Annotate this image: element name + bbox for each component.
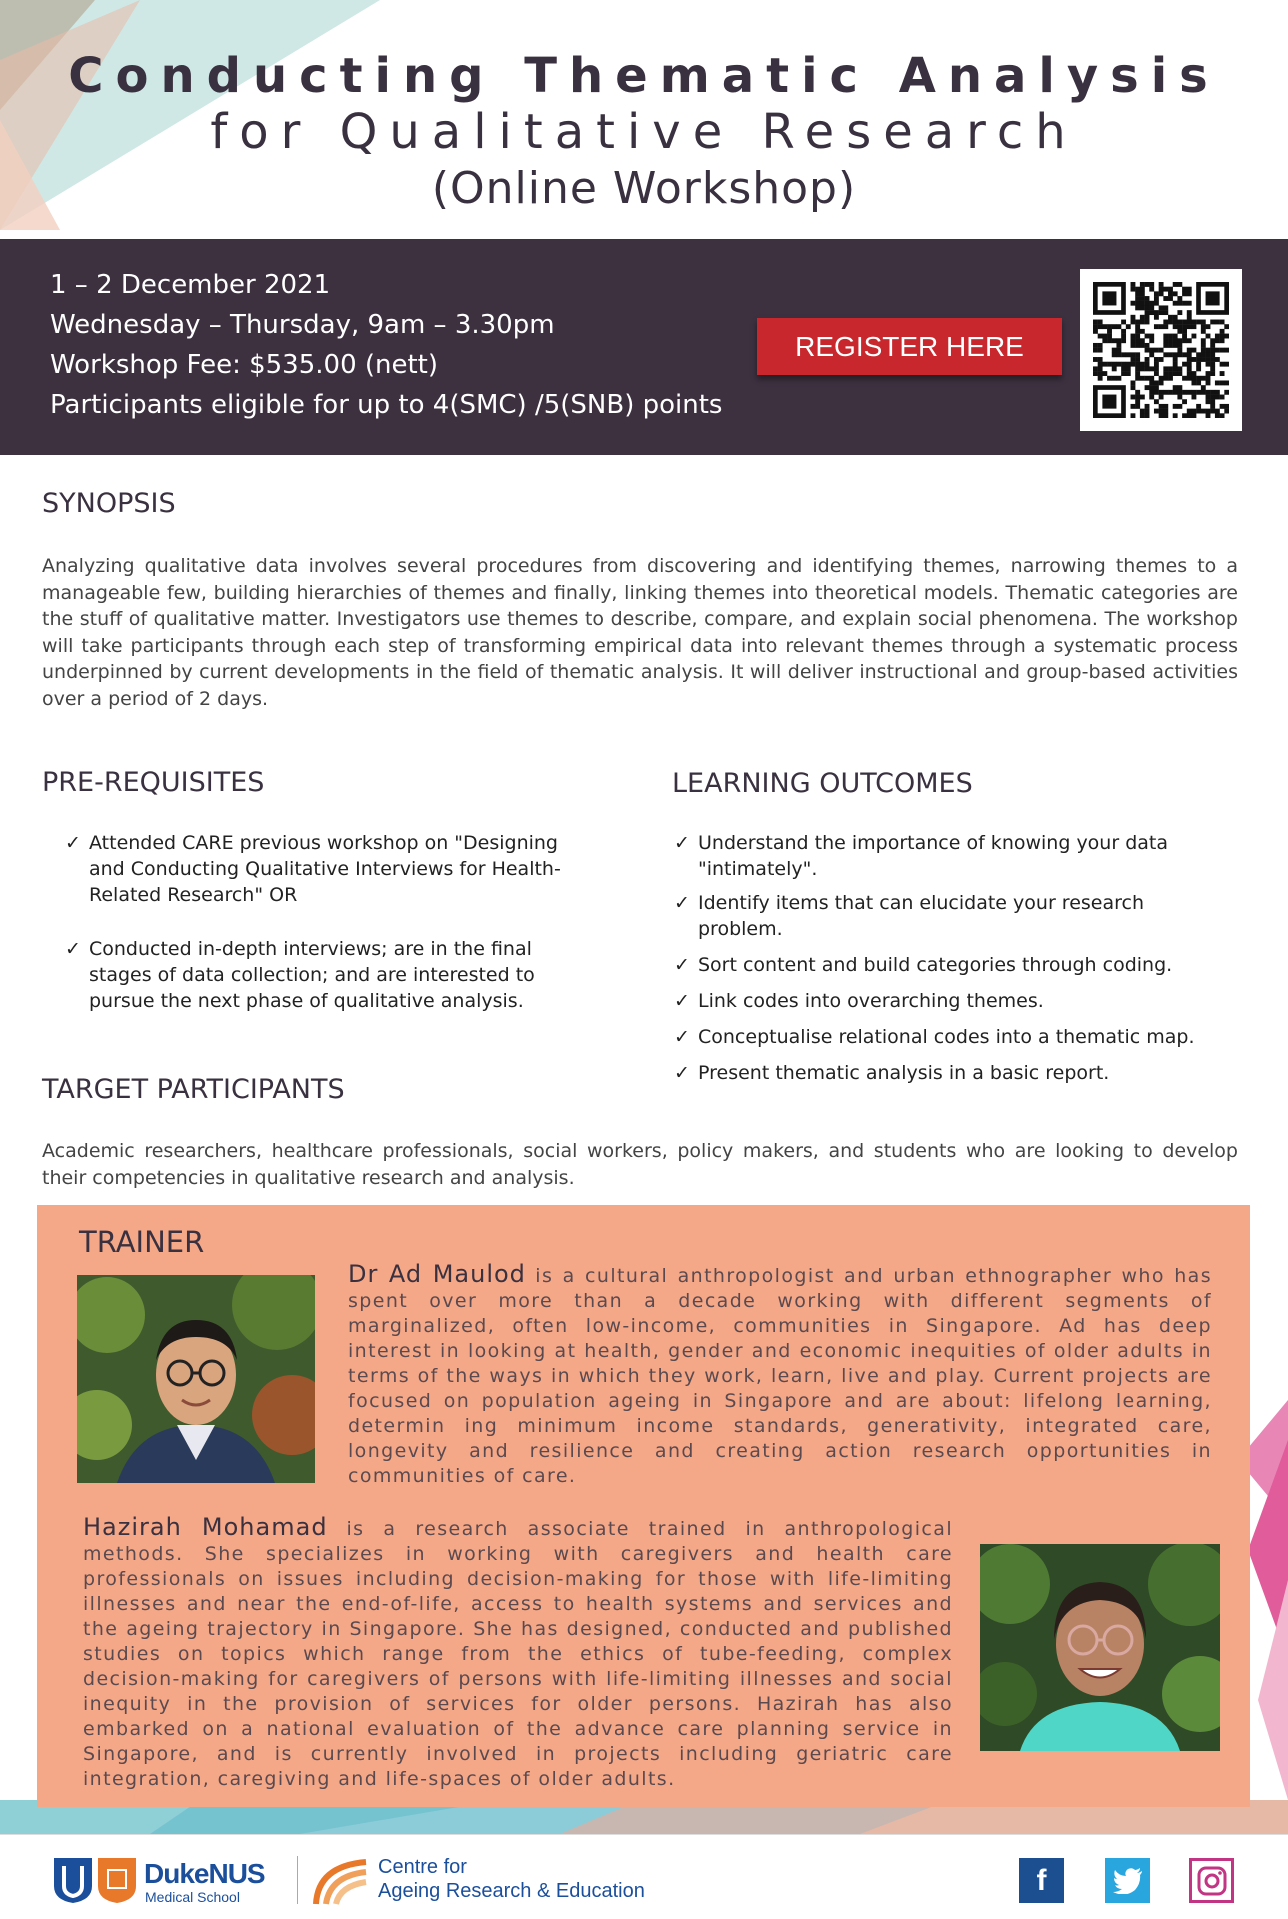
list-item-text: Sort content and build categories through coding.: [698, 954, 1173, 976]
instagram-icon[interactable]: [1189, 1858, 1234, 1903]
trainer-heading: TRAINER: [79, 1225, 205, 1259]
list-item-text: Attended CARE previous workshop on "Designing and Conducting Qualitative Interviews for Health-Related Research" OR: [89, 832, 561, 906]
person-photo-icon: [980, 1544, 1220, 1751]
dukenus-logo[interactable]: [52, 1856, 282, 1906]
title-line-1: Conducting Thematic Analysis: [68, 48, 1220, 104]
check-icon: ✓: [65, 938, 81, 960]
dukenus-wordmark: DukeNUS: [144, 1858, 265, 1889]
event-details: [50, 265, 722, 425]
title-line-3: (Online Workshop): [431, 163, 857, 214]
qr-code[interactable]: [1080, 269, 1242, 431]
title-line-2: for Qualitative Research: [210, 104, 1078, 160]
trainer-2-photo: [980, 1544, 1220, 1751]
check-icon: ✓: [674, 1026, 690, 1048]
bird-icon: [1113, 1868, 1143, 1894]
synopsis-text: Analyzing qualitative data involves several procedures from discovering and identifying themes, narrowing themes to a manageable few, building hierarchies of themes and finally, linking themes into theoretical models. Thematic categories are the stuff of qualitative matter. Investigators use themes to describe, compare, and explain social phenomena. The workshop will take participants through each step of transforming empirical data into relevant themes through a systematic process underpinned by current developments in the field of thematic analysis. It will deliver instructional and group-based activities over a period of 2 days.: [42, 555, 1238, 710]
learning-outcomes-heading: LEARNING OUTCOMES: [672, 768, 973, 799]
trainer-1-photo: [77, 1275, 315, 1483]
check-icon: ✓: [674, 954, 690, 976]
care-name-line-1: Centre for: [378, 1856, 467, 1878]
list-item-text: Identify items that can elucidate your research problem.: [698, 892, 1144, 940]
list-item-text: Understand the importance of knowing your data "intimately".: [698, 832, 1168, 880]
list-item: [674, 988, 1234, 1014]
info-banner: [0, 239, 1288, 455]
learning-outcomes-list: [674, 830, 1234, 1086]
footer-divider: [0, 1834, 1288, 1835]
check-icon: ✓: [674, 892, 690, 914]
title-block: [0, 48, 1288, 216]
care-logo[interactable]: [312, 1856, 652, 1906]
check-icon: ✓: [674, 1062, 690, 1084]
check-icon: ✓: [674, 832, 690, 854]
list-item-text: Link codes into overarching themes.: [698, 990, 1044, 1012]
care-swoosh-icon: [312, 1856, 370, 1906]
list-item: [65, 936, 565, 1014]
synopsis-heading: SYNOPSIS: [42, 488, 176, 519]
person-photo-icon: [77, 1275, 315, 1483]
list-item: [674, 1060, 1234, 1086]
list-item: [674, 952, 1234, 978]
event-fee: Workshop Fee: $535.00 (nett): [50, 350, 439, 380]
list-item-text: Present thematic analysis in a basic report.: [698, 1062, 1110, 1084]
target-participants-text: Academic researchers, healthcare professionals, social workers, policy makers, and students who are looking to develop their competencies in qualitative research and analysis.: [42, 1140, 1238, 1189]
trainer-2-name: Hazirah Mohamad: [83, 1513, 328, 1541]
dukenus-shield-icon: [52, 1856, 140, 1904]
care-name-line-2: Ageing Research & Education: [378, 1880, 645, 1902]
check-icon: ✓: [65, 832, 81, 854]
facebook-icon[interactable]: f: [1019, 1858, 1064, 1903]
list-item: [674, 830, 1234, 882]
register-button[interactable]: REGISTER HERE: [757, 318, 1062, 375]
list-item: [674, 1024, 1234, 1050]
prerequisites-heading: PRE-REQUISITES: [42, 767, 265, 798]
list-item-text: Conceptualise relational codes into a thematic map.: [698, 1026, 1195, 1048]
logo-divider: [297, 1856, 298, 1904]
twitter-icon[interactable]: [1105, 1858, 1150, 1903]
event-days-time: Wednesday – Thursday, 9am – 3.30pm: [50, 310, 555, 340]
event-points: Participants eligible for up to 4(SMC) /5(SNB) points: [50, 390, 723, 420]
trainer-1-bio: [348, 1262, 1212, 1489]
target-participants-heading: TARGET PARTICIPANTS: [42, 1074, 345, 1105]
trainer-1-description: is a cultural anthropologist and urban ethnographer who has spent over more than a decade working with different segments of marginalized, often low-income, communities in Singapore. Ad has deep interest in looking at health, gender and economic inequities of older adults in terms of the ways in which they work, learn, live and play. Current projects are focused on population ageing in Singapore and are about: lifelong learning, determin ing minimum income standards, generativity, integrated care, longevity and resilience and creating action research opportunities in communities of care.: [348, 1265, 1212, 1487]
check-icon: ✓: [674, 990, 690, 1012]
trainer-2-description: is a research associate trained in anthropological methods. She specializes in working with caregivers and health care professionals on issues including decision-making for those with life-limiting illnesses and near the end-of-life, access to health systems and services and the ageing trajectory in Singapore. She has designed, conducted and published studies on topics which range from the ethics of tube-feeding, complex decision-making for caregivers of persons with life-limiting illnesses and social inequity in the provision of services for older persons. Hazirah has also embarked on a national evaluation of the advance care planning service in Singapore, and is currently involved in projects including geriatric care integration, caregiving and life-spaces of older adults.: [83, 1518, 953, 1790]
list-item: [65, 830, 565, 908]
qr-code-icon: [1093, 282, 1229, 418]
prerequisites-list: [65, 830, 565, 1014]
camera-icon: [1197, 1866, 1227, 1896]
dukenus-subtitle: Medical School: [145, 1889, 240, 1905]
list-item-text: Conducted in-depth interviews; are in the final stages of data collection; and are interested to pursue the next phase of qualitative analysis.: [89, 938, 535, 1012]
list-item: [674, 890, 1234, 942]
event-date: 1 – 2 December 2021: [50, 270, 331, 300]
trainer-2-bio: [83, 1515, 953, 1792]
trainer-1-name: Dr Ad Maulod: [348, 1260, 526, 1288]
